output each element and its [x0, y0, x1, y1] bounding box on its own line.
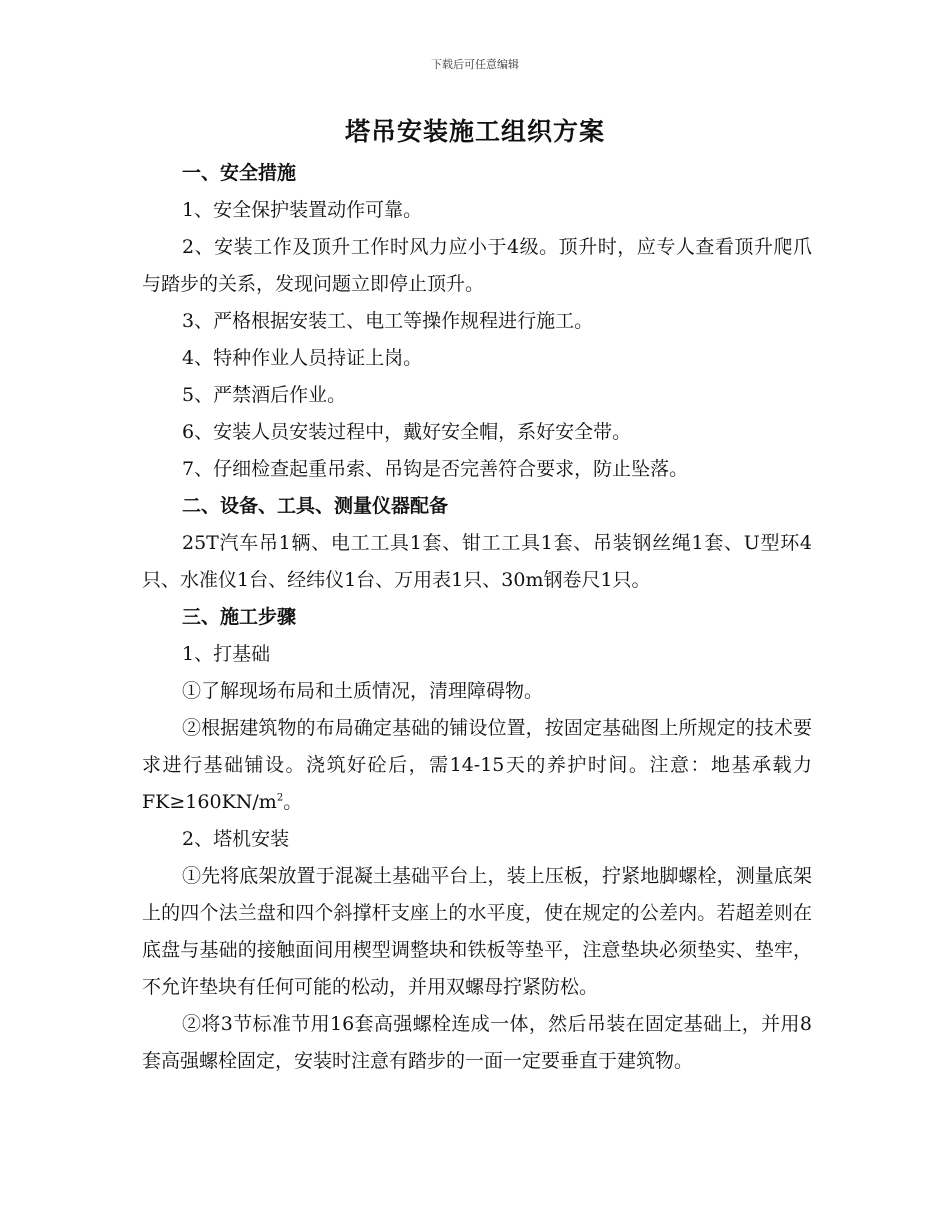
foundation-item-1: ①了解现场布局和土质情况，清理障碍物。 — [182, 680, 544, 702]
unit-superscript: 2 — [276, 792, 284, 804]
section-heading-steps: 三、施工步骤 — [182, 606, 297, 628]
safety-item-1: 1、安全保护装置动作可靠。 — [182, 199, 423, 221]
equipment-list: 25T汽车吊1辆、电工工具1套、钳工工具1套、吊装钢丝绳1套、U型环4只、水准仪1台、经纬仪1台、万用表1只、30m钢卷尺1只。 — [142, 532, 812, 591]
foundation-item-2 — [142, 710, 812, 821]
safety-item-7: 7、仔细检查起重吊索、吊钩是否完善符合要求，防止坠落。 — [182, 458, 689, 480]
safety-item-2: 2、安装工作及顶升工作时风力应小于4级。顶升时，应专人查看顶升爬爪与踏步的关系，发现问题立即停止顶升。 — [142, 236, 812, 295]
step-installation-heading: 2、塔机安装 — [182, 828, 290, 850]
foundation-item-2-text: ②根据建筑物的布局确定基础的铺设位置，按固定基础图上所规定的技术要求进行基础铺设。浇筑好砼后，需14-15天的养护时间。注意：地基承载力FK≥160KN/m — [142, 717, 812, 813]
installation-item-1: ①先将底架放置于混凝土基础平台上，装上压板，拧紧地脚螺栓，测量底架上的四个法兰盘和四个斜撑杆支座上的水平度，使在规定的公差内。若超差则在底盘与基础的接触面间用楔型调整块和铁板等垫平，注意垫块必须垫实、垫牢，不允许垫块有任何可能的松动，并用双螺母拧紧防松。 — [142, 865, 812, 998]
foundation-item-2-tail: 。 — [283, 791, 303, 813]
page-header-note: 下载后可任意编辑 — [431, 58, 519, 71]
safety-item-3: 3、严格根据安装工、电工等操作规程进行施工。 — [182, 310, 594, 332]
section-heading-safety: 一、安全措施 — [182, 162, 297, 184]
document-title: 塔吊安装施工组织方案 — [344, 117, 605, 146]
safety-item-4: 4、特种作业人员持证上岗。 — [182, 347, 423, 369]
safety-item-5: 5、严禁酒后作业。 — [182, 384, 347, 406]
step-foundation-heading: 1、打基础 — [182, 643, 271, 665]
installation-item-2: ②将3节标准节用16套高强螺栓连成一体，然后吊装在固定基础上，并用8套高强螺栓固定，安装时注意有踏步的一面一定要垂直于建筑物。 — [142, 1013, 812, 1072]
safety-item-6: 6、安装人员安装过程中，戴好安全帽，系好安全带。 — [182, 421, 632, 443]
document-body — [142, 155, 812, 1080]
section-heading-equipment: 二、设备、工具、测量仪器配备 — [182, 495, 449, 517]
